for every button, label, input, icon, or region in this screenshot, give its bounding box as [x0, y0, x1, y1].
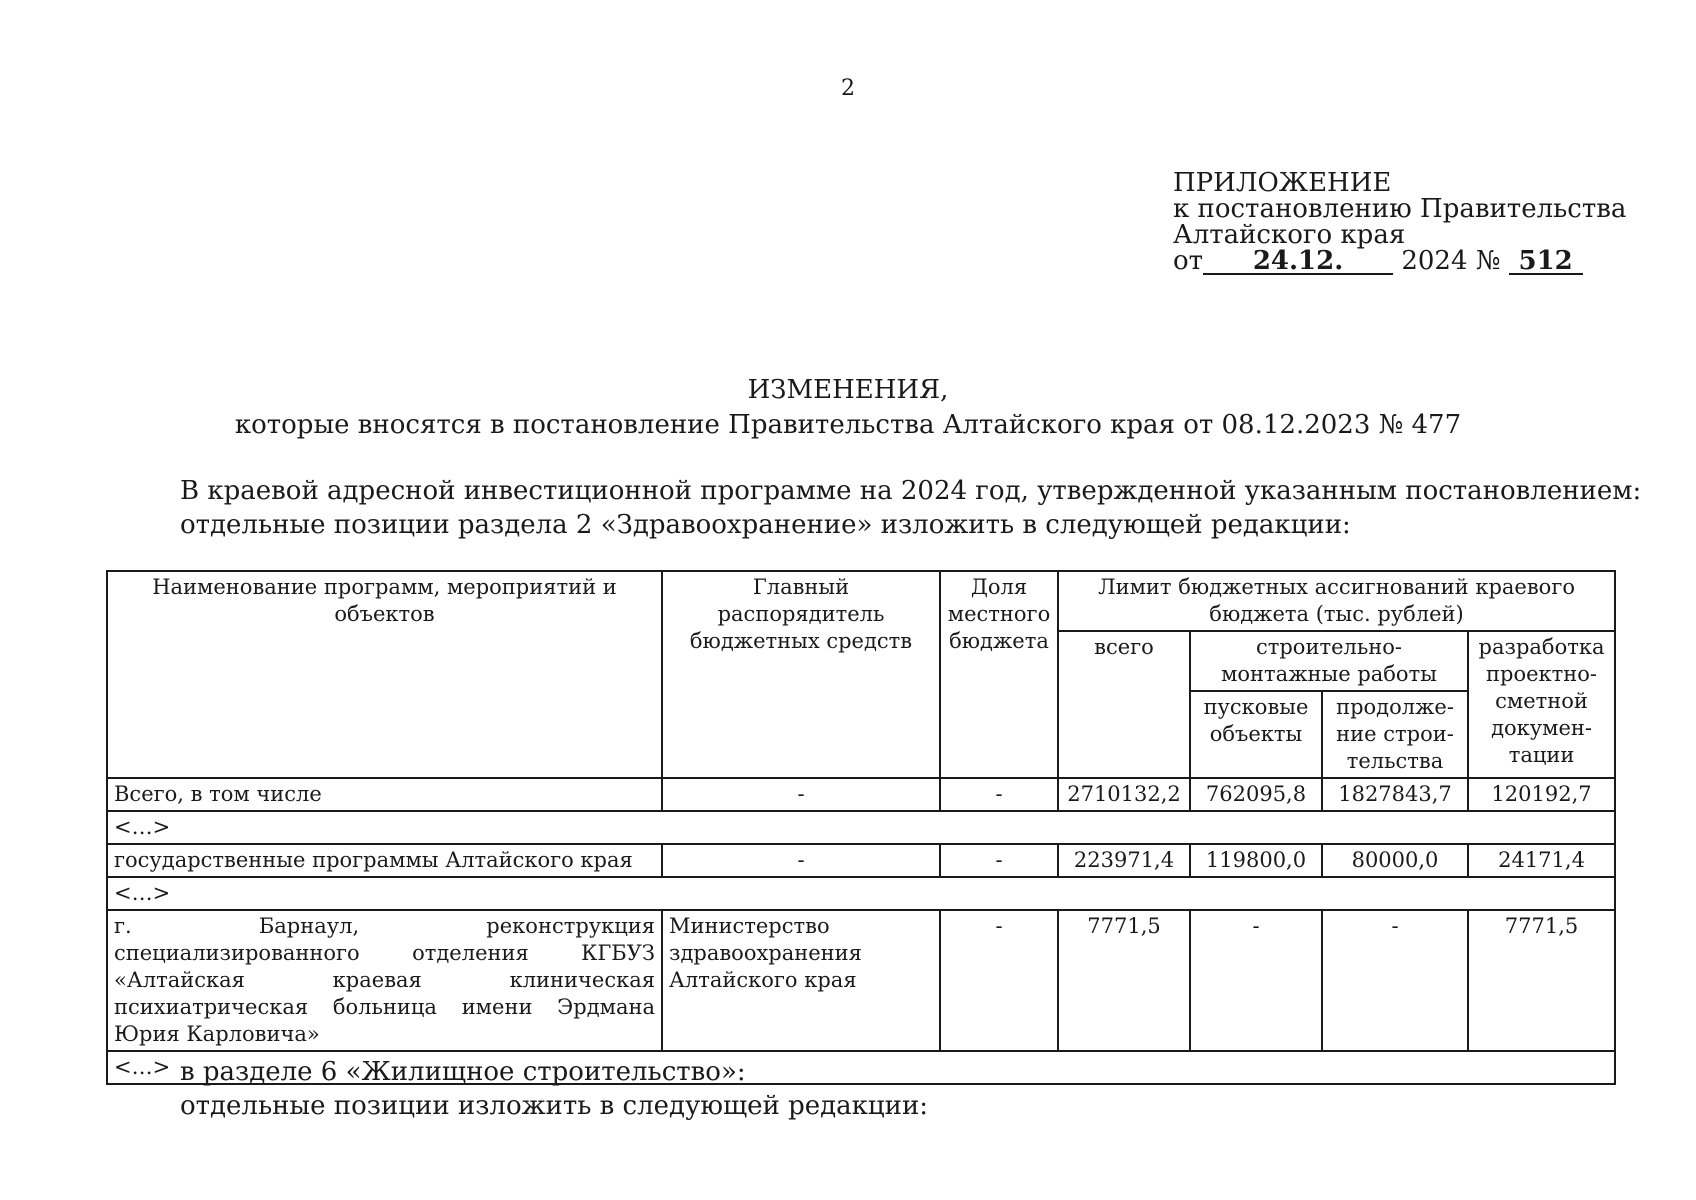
row-total: 7771,5 [1058, 910, 1190, 1051]
row-name: г. Барнаул, реконструкция специализированного отделения КГБУЗ «Алтайская краевая клиническая психиатрическая больница имени Эрдмана Юрия Карловича» [107, 910, 662, 1051]
header-launch: пусковые объекты [1190, 691, 1322, 778]
investment-table [106, 570, 1616, 1085]
appendix-block [1173, 170, 1626, 275]
row-manager: Министерство здравоохранения Алтайского края [662, 910, 940, 1051]
row-launch: 119800,0 [1190, 844, 1322, 877]
appendix-title: ПРИЛОЖЕНИЕ [1173, 168, 1392, 198]
row-total: 2710132,2 [1058, 778, 1190, 811]
table-row [107, 844, 1615, 877]
row-manager: - [662, 844, 940, 877]
row-design: 24171,4 [1468, 844, 1615, 877]
page-number: 2 [841, 76, 855, 101]
header-design: разработка проектно-сметной докумен-тации [1468, 631, 1615, 778]
ellipsis-row [107, 811, 1615, 844]
date-value: 24.12. [1203, 249, 1393, 275]
row-launch: - [1190, 910, 1322, 1051]
appendix-line-2: Алтайского края [1173, 220, 1406, 250]
ellipsis-marker: <…> [107, 1051, 1615, 1084]
intro-line-2: отдельные позиции раздела 2 «Здравоохранение» изложить в следующей редакции: [180, 510, 1351, 540]
outro-line-2: отдельные позиции изложить в следующей редакции: [180, 1091, 929, 1121]
table-row [107, 910, 1615, 1051]
header-construction: строительно-монтажные работы [1190, 631, 1468, 691]
outro-line-1: в разделе 6 «Жилищное строительство»: [180, 1057, 746, 1087]
ellipsis-marker: <…> [107, 877, 1615, 910]
decree-number: 512 [1509, 249, 1583, 275]
table-row [107, 778, 1615, 811]
row-continuation: 80000,0 [1322, 844, 1468, 877]
row-name: Всего, в том числе [107, 778, 662, 811]
document-subtitle: которые вносятся в постановление Правительства Алтайского края от 08.12.2023 № 477 [234, 410, 1462, 440]
row-local-share: - [940, 844, 1058, 877]
row-design: 120192,7 [1468, 778, 1615, 811]
header-limit: Лимит бюджетных ассигнований краевого бюджета (тыс. рублей) [1058, 571, 1615, 631]
intro-line-1: В краевой адресной инвестиционной программе на 2024 год, утвержденной указанным постановлением: [180, 476, 1642, 506]
header-name: Наименование программ, мероприятий и объектов [107, 571, 662, 778]
row-name: государственные программы Алтайского края [107, 844, 662, 877]
ellipsis-row [107, 877, 1615, 910]
row-continuation: 1827843,7 [1322, 778, 1468, 811]
row-local-share: - [940, 910, 1058, 1051]
document-title: ИЗМЕНЕНИЯ, [747, 375, 949, 405]
header-local-share: Доля местного бюджета [940, 571, 1058, 778]
row-manager: - [662, 778, 940, 811]
header-row-1 [107, 571, 1615, 631]
appendix-date-line [1173, 248, 1626, 275]
appendix-line-1: к постановлению Правительства [1173, 194, 1627, 224]
ellipsis-marker: <…> [107, 811, 1615, 844]
header-total: всего [1058, 631, 1190, 778]
date-year: 2024 № [1401, 246, 1501, 276]
row-total: 223971,4 [1058, 844, 1190, 877]
header-continuation: продолже-ние строи-тельства [1322, 691, 1468, 778]
date-prefix: от [1173, 246, 1204, 276]
row-design: 7771,5 [1468, 910, 1615, 1051]
row-continuation: - [1322, 910, 1468, 1051]
row-launch: 762095,8 [1190, 778, 1322, 811]
header-manager: Главный распорядитель бюджетных средств [662, 571, 940, 778]
row-local-share: - [940, 778, 1058, 811]
